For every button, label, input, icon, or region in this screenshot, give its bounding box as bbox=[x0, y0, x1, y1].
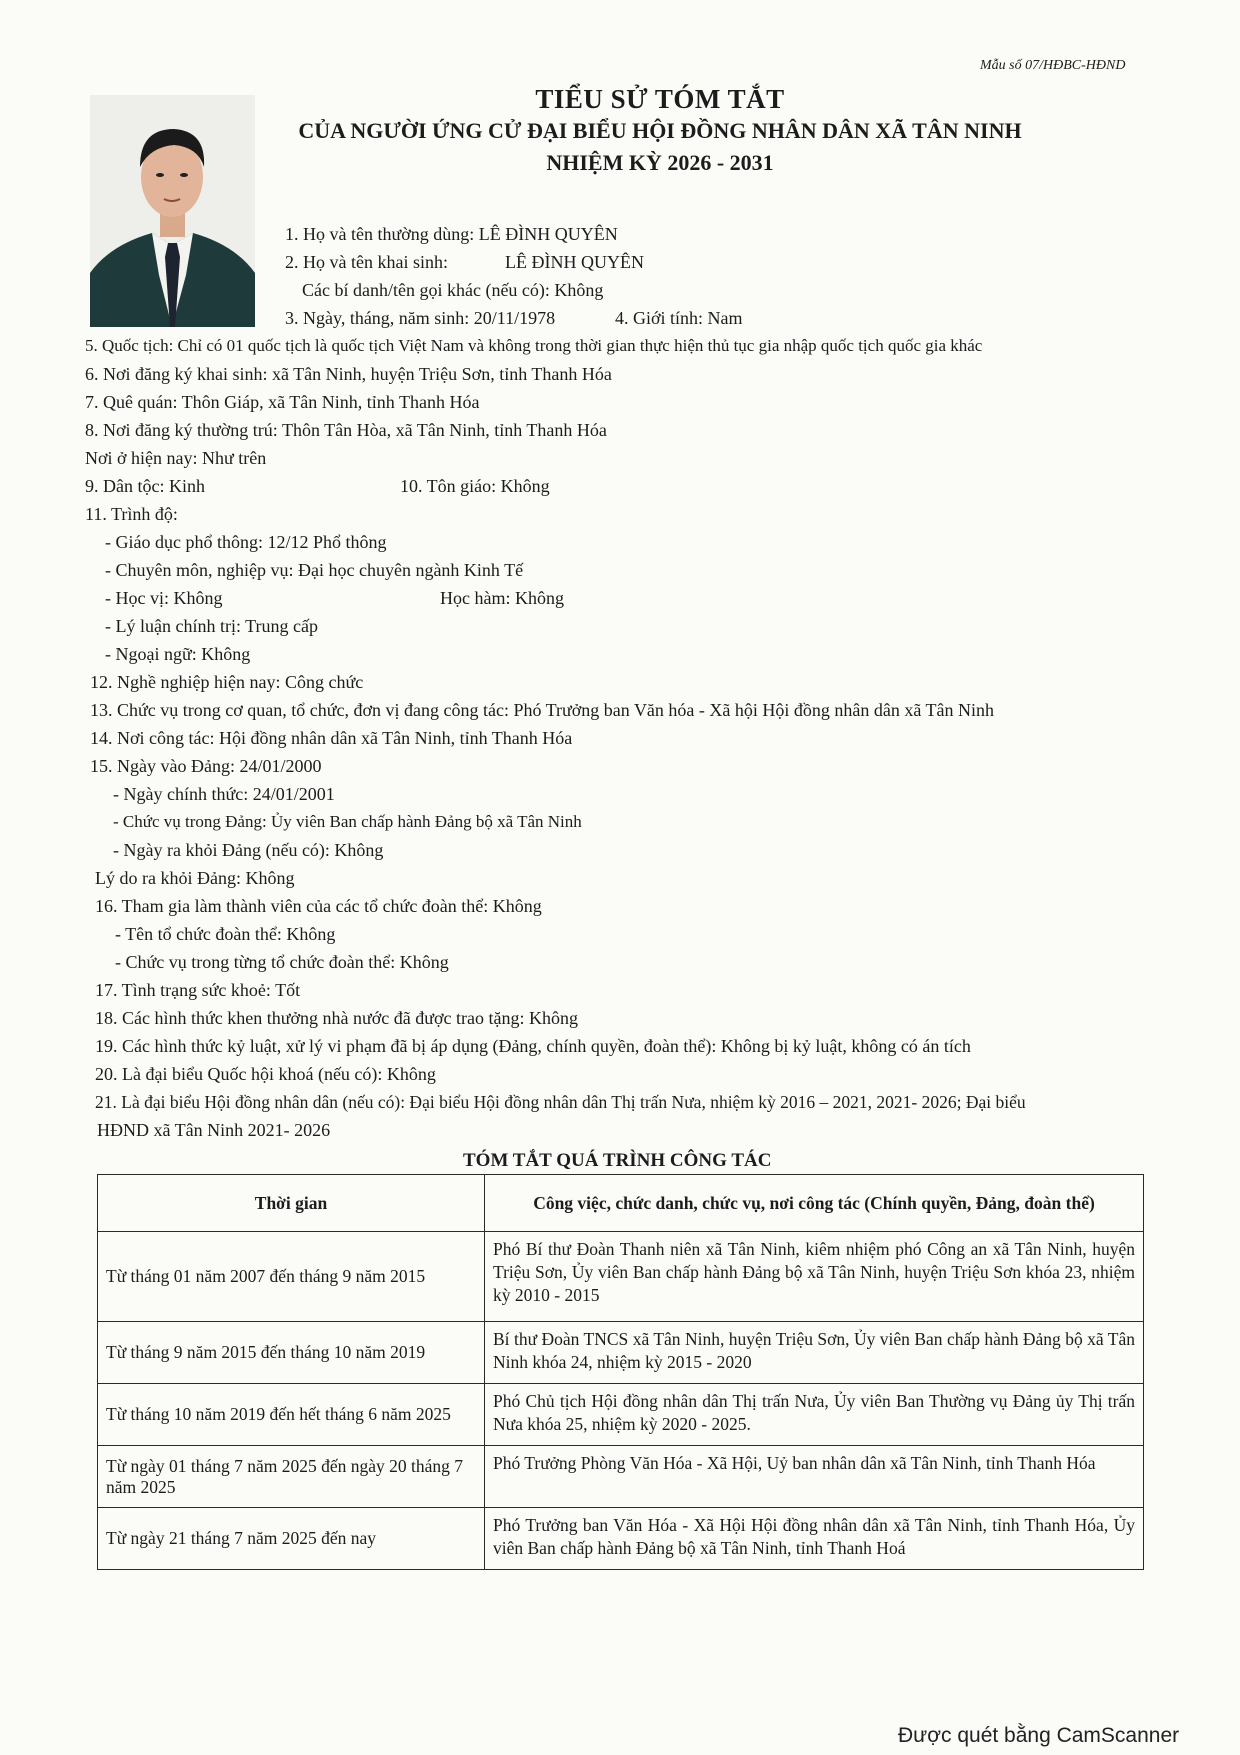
scanner-watermark: Được quét bằng CamScanner bbox=[898, 1724, 1180, 1747]
field-organization-position: - Chức vụ trong từng tổ chức đoàn thể: Không bbox=[115, 952, 449, 972]
column-header-duties: Công việc, chức danh, chức vụ, nơi công tác (Chính quyền, Đảng, đoàn thể) bbox=[485, 1175, 1144, 1232]
field-party-join-date: 15. Ngày vào Đảng: 24/01/2000 bbox=[90, 756, 322, 776]
field-party-official-date: - Ngày chính thức: 24/01/2001 bbox=[113, 784, 335, 804]
field-academic-title: Học hàm: Không bbox=[440, 588, 564, 608]
field-party-left-date: - Ngày ra khỏi Đảng (nếu có): Không bbox=[113, 840, 384, 860]
table-row bbox=[98, 1446, 1144, 1508]
field-gender: 4. Giới tính: Nam bbox=[615, 308, 743, 328]
field-organizations: 16. Tham gia làm thành viên của các tổ chức đoàn thể: Không bbox=[95, 896, 542, 916]
table-row bbox=[98, 1508, 1144, 1570]
cell-time: Từ tháng 9 năm 2015 đến tháng 10 năm 2019 bbox=[98, 1322, 485, 1384]
field-common-name: 1. Họ và tên thường dùng: LÊ ĐÌNH QUYÊN bbox=[285, 224, 618, 244]
field-foreign-language: - Ngoại ngữ: Không bbox=[105, 644, 251, 664]
work-history-table bbox=[97, 1174, 1144, 1570]
cell-time: Từ ngày 21 tháng 7 năm 2025 đến nay bbox=[98, 1508, 485, 1570]
field-council-member-line2: HĐND xã Tân Ninh 2021- 2026 bbox=[97, 1120, 331, 1140]
field-political-theory: - Lý luận chính trị: Trung cấp bbox=[105, 616, 318, 636]
field-occupation: 12. Nghề nghiệp hiện nay: Công chức bbox=[90, 672, 364, 692]
portrait-photo bbox=[90, 95, 255, 327]
field-current-residence: Nơi ở hiện nay: Như trên bbox=[85, 448, 267, 468]
column-header-time: Thời gian bbox=[98, 1175, 485, 1232]
field-position: 13. Chức vụ trong cơ quan, tổ chức, đơn vị đang công tác: Phó Trưởng ban Văn hóa - Xã hội Hội đồng nhân dân xã Tân Ninh bbox=[90, 700, 995, 720]
field-party-left-reason: Lý do ra khỏi Đảng: Không bbox=[95, 868, 295, 888]
table-header-row bbox=[98, 1175, 1144, 1232]
field-academic-degree: - Học vị: Không bbox=[105, 588, 223, 608]
field-professional: - Chuyên môn, nghiệp vụ: Đại học chuyên ngành Kinh Tế bbox=[105, 560, 524, 580]
field-health: 17. Tình trạng sức khoẻ: Tốt bbox=[95, 980, 301, 1000]
field-council-member-line1: 21. Là đại biểu Hội đồng nhân dân (nếu có): Đại biểu Hội đồng nhân dân Thị trấn Nưa, nhiệm kỳ 2016 – 2021, 2021- 2026; Đại biểu bbox=[95, 1092, 1026, 1112]
document-title: TIỂU SỬ TÓM TẮT bbox=[535, 84, 785, 114]
field-permanent-residence: 8. Nơi đăng ký thường trú: Thôn Tân Hòa, xã Tân Ninh, tỉnh Thanh Hóa bbox=[85, 420, 607, 440]
table-row bbox=[98, 1232, 1144, 1322]
field-workplace: 14. Nơi công tác: Hội đồng nhân dân xã Tân Ninh, tỉnh Thanh Hóa bbox=[90, 728, 573, 748]
table-row bbox=[98, 1384, 1144, 1446]
cell-time: Từ ngày 01 tháng 7 năm 2025 đến ngày 20 tháng 7 năm 2025 bbox=[98, 1446, 485, 1508]
term-title: NHIỆM KỲ 2026 - 2031 bbox=[546, 150, 774, 175]
field-hometown: 7. Quê quán: Thôn Giáp, xã Tân Ninh, tỉnh Thanh Hóa bbox=[85, 392, 480, 412]
field-nationality: 5. Quốc tịch: Chỉ có 01 quốc tịch là quốc tịch Việt Nam và không trong thời gian thực hiện thủ tục gia nhập quốc tịch quốc gia khác bbox=[85, 336, 983, 355]
field-ethnicity: 9. Dân tộc: Kinh bbox=[85, 476, 205, 496]
field-birth-name-label: 2. Họ và tên khai sinh: bbox=[285, 252, 448, 272]
field-national-assembly: 20. Là đại biểu Quốc hội khoá (nếu có): Không bbox=[95, 1064, 436, 1084]
field-party-position: - Chức vụ trong Đảng: Ủy viên Ban chấp hành Đảng bộ xã Tân Ninh bbox=[113, 812, 582, 831]
field-birth-name-value: LÊ ĐÌNH QUYÊN bbox=[505, 252, 644, 272]
cell-duties: Bí thư Đoàn TNCS xã Tân Ninh, huyện Triệu Sơn, Ủy viên Ban chấp hành Đảng bộ xã Tân Ninh khóa 24, nhiệm kỳ 2015 - 2020 bbox=[485, 1322, 1144, 1384]
cell-duties: Phó Trưởng ban Văn Hóa - Xã Hội Hội đồng nhân dân xã Tân Ninh, tỉnh Thanh Hóa, Ủy viên Ban chấp hành Đảng bộ xã Tân Ninh, tỉnh Thanh Hoá bbox=[485, 1508, 1144, 1570]
cell-time: Từ tháng 10 năm 2019 đến hết tháng 6 năm 2025 bbox=[98, 1384, 485, 1446]
field-discipline: 19. Các hình thức kỷ luật, xử lý vi phạm đã bị áp dụng (Đảng, chính quyền, đoàn thể): Không bị kỷ luật, không có án tích bbox=[95, 1036, 971, 1056]
form-code: Mẫu số 07/HĐBC-HĐND bbox=[980, 58, 1126, 73]
document-subtitle: CỦA NGƯỜI ỨNG CỬ ĐẠI BIỂU HỘI ĐỒNG NHÂN DÂN XÃ TÂN NINH bbox=[298, 118, 1022, 143]
field-qualifications: 11. Trình độ: bbox=[85, 504, 178, 524]
cell-duties: Phó Trưởng Phòng Văn Hóa - Xã Hội, Uỷ ban nhân dân xã Tân Ninh, tỉnh Thanh Hóa bbox=[485, 1446, 1144, 1508]
work-history-title: TÓM TẮT QUÁ TRÌNH CÔNG TÁC bbox=[463, 1150, 772, 1171]
field-birth-registration: 6. Nơi đăng ký khai sinh: xã Tân Ninh, huyện Triệu Sơn, tỉnh Thanh Hóa bbox=[85, 364, 612, 384]
cell-time: Từ tháng 01 năm 2007 đến tháng 9 năm 2015 bbox=[98, 1232, 485, 1322]
table-row bbox=[98, 1322, 1144, 1384]
field-date-of-birth: 3. Ngày, tháng, năm sinh: 20/11/1978 bbox=[285, 308, 556, 328]
field-organization-name: - Tên tổ chức đoàn thể: Không bbox=[115, 924, 336, 944]
field-awards: 18. Các hình thức khen thưởng nhà nước đã được trao tặng: Không bbox=[95, 1008, 578, 1028]
field-general-education: - Giáo dục phổ thông: 12/12 Phổ thông bbox=[105, 532, 387, 552]
field-religion: 10. Tôn giáo: Không bbox=[400, 476, 550, 496]
cell-duties: Phó Chủ tịch Hội đồng nhân dân Thị trấn Nưa, Ủy viên Ban Thường vụ Đảng ủy Thị trấn Nưa khóa 25, nhiệm kỳ 2020 - 2025. bbox=[485, 1384, 1144, 1446]
field-aliases: Các bí danh/tên gọi khác (nếu có): Không bbox=[302, 280, 604, 300]
cell-duties: Phó Bí thư Đoàn Thanh niên xã Tân Ninh, kiêm nhiệm phó Công an xã Tân Ninh, huyện Triệu Sơn, Ủy viên Ban chấp hành Đảng bộ xã Tân Ninh, huyện Triệu Sơn khóa 23, nhiệm kỳ 2010 - 2015 bbox=[485, 1232, 1144, 1322]
